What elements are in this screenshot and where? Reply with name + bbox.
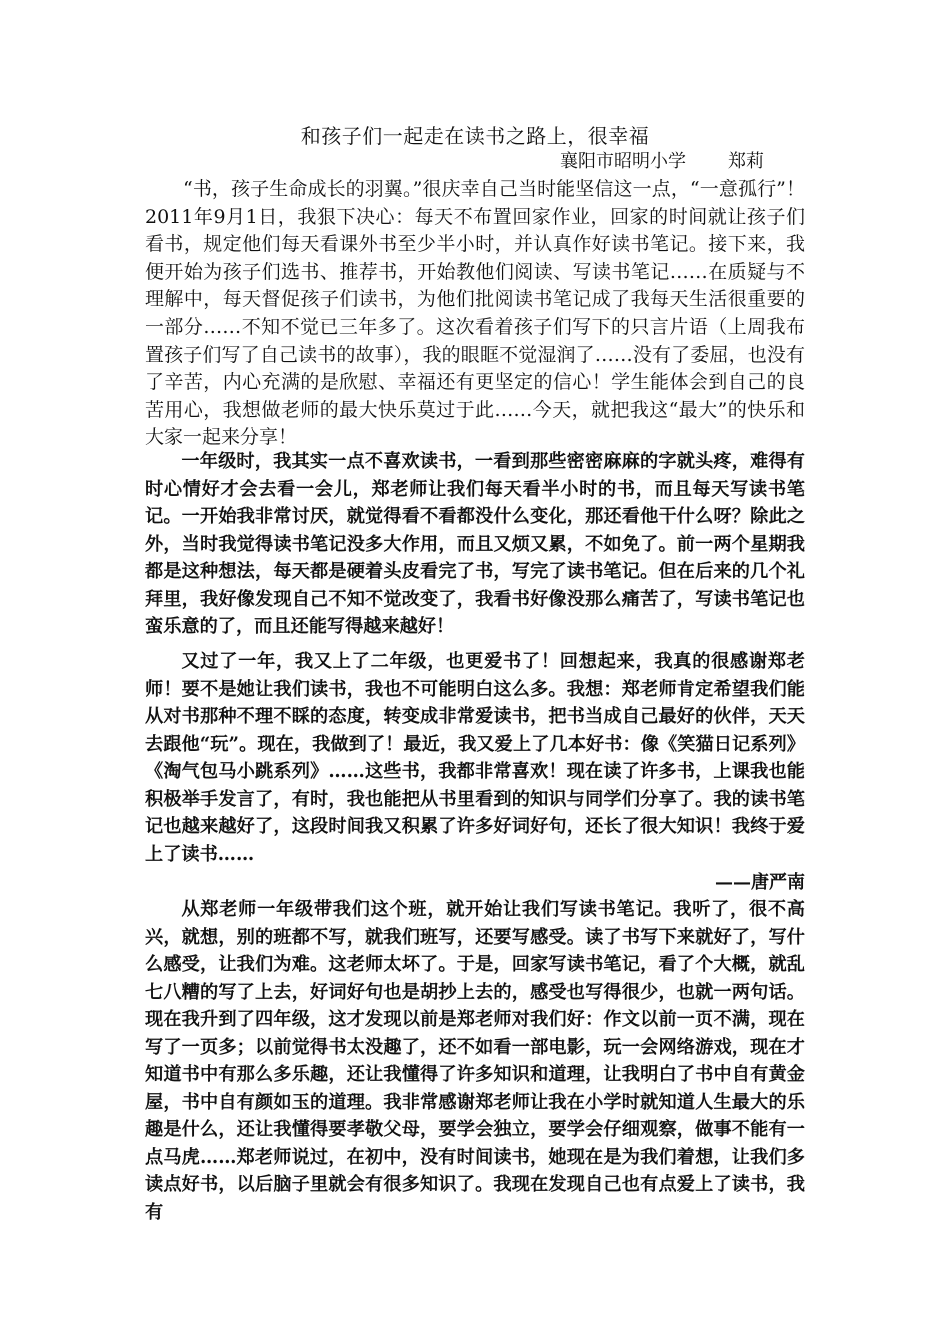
teacher-intro-paragraph: “书，孩子生命成长的羽翼。”很庆幸自己当时能坚信这一点，“一意孤行”！2011年9月1日，我狠下决心：每天不布置回家作业，回家的时间就让孩子们看书，规定他们每天看课外书至少半小时，并认真作好读书笔记。接下来，我便开始为孩子们选书、推荐书，开始教他们阅读、写读书笔记……在质疑与不理解中，每天督促孩子们读书，为他们批阅读书笔记成了我每天生活很重要的一部分……不知不觉已三年多了。这次看着孩子们写下的只言片语（上周我布置孩子们写了自己读书的故事），我的眼眶不觉湿润了……没有了委屈，也没有了辛苦，内心充满的是欣慰、幸福还有更坚定的信心！学生能体会到自己的良苦用心，我想做老师的最大快乐莫过于此……今天，就把我这“最大”的快乐和大家一起来分享！ [145,178,805,449]
student-essay-paragraph-2: 又过了一年，我又上了二年级，也更爱书了！回想起来，我真的很感谢郑老师！要不是她让我们读书，我也不可能明白这么多。我想：郑老师肯定希望我们能从对书那种不理不睬的态度，转变成非常爱读书，把书当成自己最好的伙伴，天天去跟他“玩”。现在，我做到了！最近，我又爱上了几本好书：像《笑猫日记系列》《淘气包马小跳系列》……这些书，我都非常喜欢！现在读了许多书，上课我也能积极举手发言了，有时，我也能把从书里看到的知识与同学们分享了。我的读书笔记也越来越好了，这段时间我又积累了许多好词好句，还长了很大知识！我终于爱上了读书…… [145,651,805,865]
author-school: 襄阳市昭明小学 [560,151,686,172]
author-name: 郑莉 [728,151,764,172]
student-signature: ——唐严南 [715,872,805,893]
student-essay-paragraph-3: 从郑老师一年级带我们这个班，就开始让我们写读书笔记。我听了，很不高兴，就想，别的班都不写，就我们班写，还要写感受。读了书写下来就好了，写什么感受，让我们为难。这老师太坏了。于是，回家写读书笔记，看了个大概，就乱七八糟的写了上去，好词好句也是胡抄上去的，感受也写得很少，也就一两句话。现在我升到了四年级，这才发现以前是郑老师对我们好：作文以前一页不满，现在写了一页多；以前觉得书太没趣了，还不如看一部电影，玩一会网络游戏，现在才知道书中有那么多乐趣，还让我懂得了许多知识和道理，让我明白了书中自有黄金屋，书中自有颜如玉的道理。我非常感谢郑老师让我在小学时就知道人生最大的乐趣是什么，还让我懂得要孝敬父母，要学会独立，要学会仔细观察，做事不能有一点马虎……郑老师说过，在初中，没有时间读书，她现在是为我们着想，让我们多读点好书，以后脑子里就会有很多知识了。我现在发现自己也有点爱上了读书，我有 [145,899,805,1223]
student-essay-paragraph-1: 一年级时，我其实一点不喜欢读书，一看到那些密密麻麻的字就头疼，难得有时心情好才会去看一会儿，郑老师让我们每天看半小时的书，而且每天写读书笔记。一开始我非常讨厌，就觉得看不看都没什么变化，那还看他干什么呀？除此之外，当时我觉得读书笔记没多大作用，而且又烦又累，不如免了。前一两个星期我都是这种想法，每天都是硬着头皮看完了书，写完了读书笔记。但在后来的几个礼拜里，我好像发现自己不知不觉改变了，我看书好像没那么痛苦了，写读书笔记也蛮乐意的了，而且还能写得越来越好！ [145,451,805,637]
author-byline [560,150,812,174]
document-title: 和孩子们一起走在读书之路上，很幸福 [300,124,650,148]
